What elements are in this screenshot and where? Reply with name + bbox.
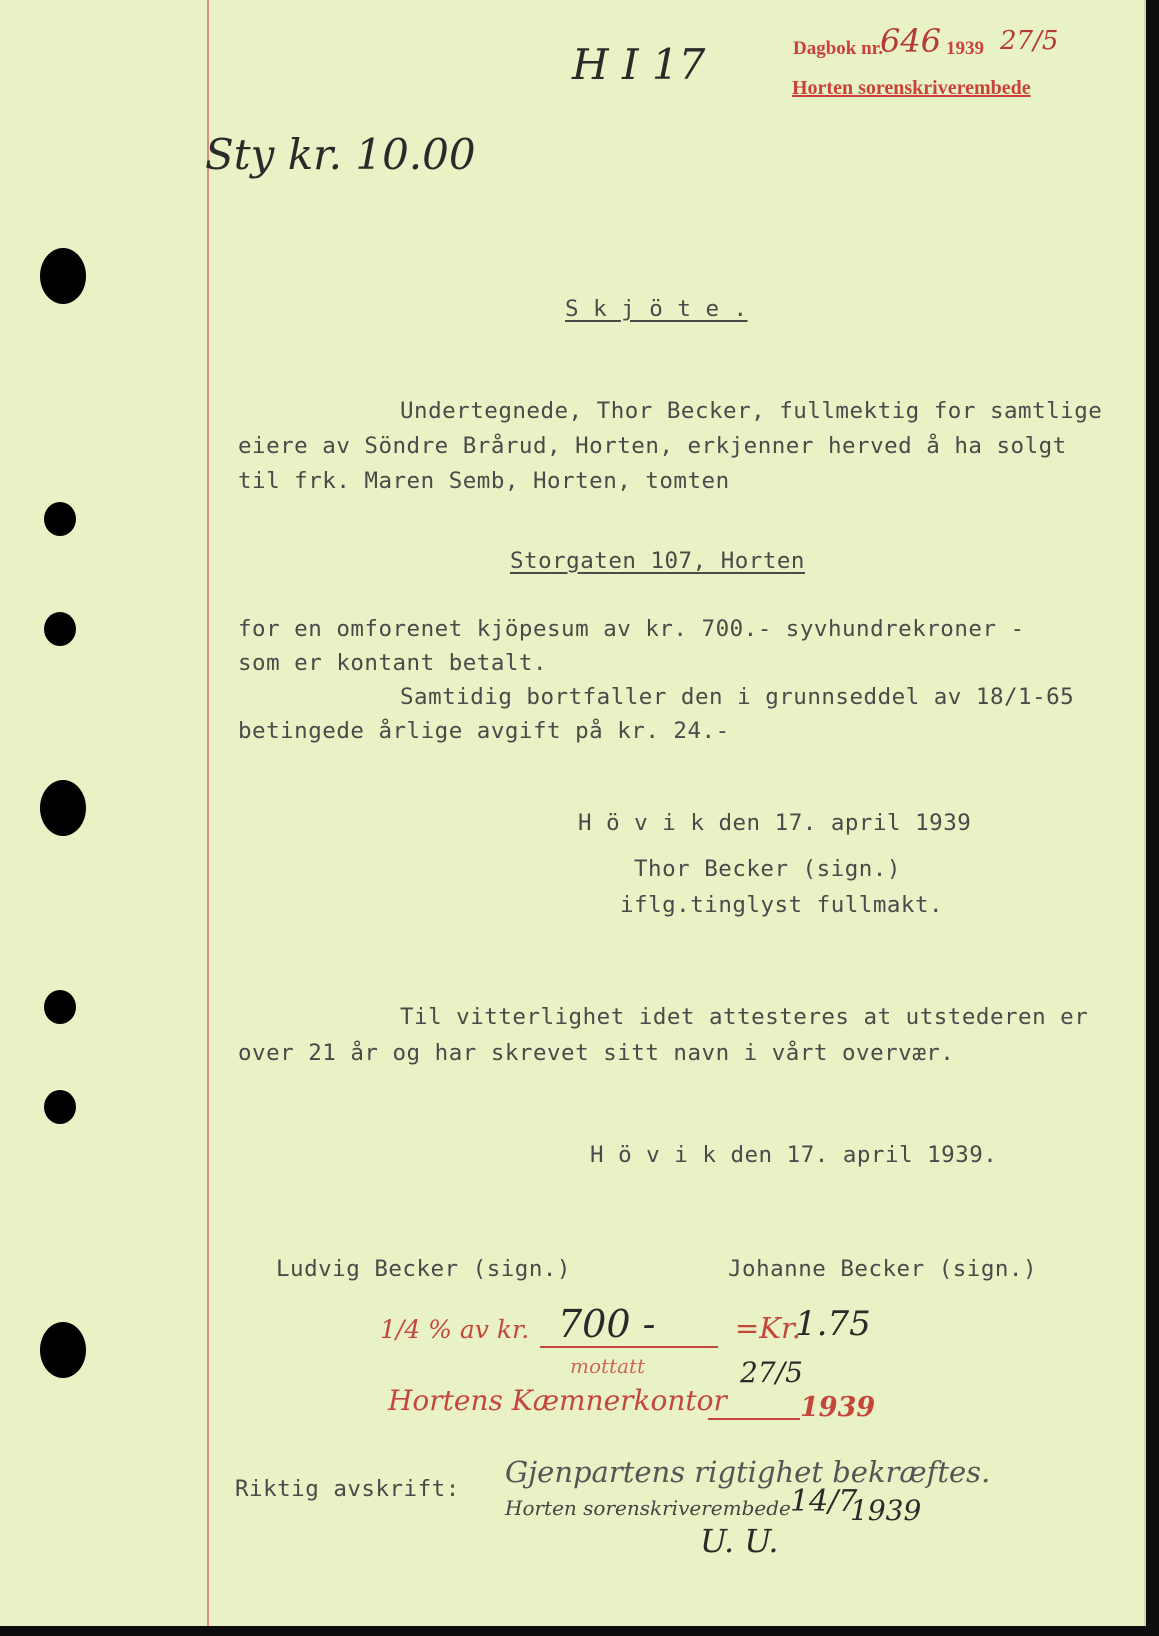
certification-office: Horten sorenskriverembede [505, 1496, 791, 1520]
fee-date: 27/5 [740, 1356, 803, 1389]
stamp-year: 1939 [946, 38, 984, 59]
body-line-1: Undertegnede, Thor Becker, fullmektig for samtlige [400, 398, 1103, 424]
stamp-date: 27/5 [1000, 26, 1059, 56]
price-line-1: for en omforenet kjöpesum av kr. 700.- syvhundrekroner - [238, 616, 1025, 642]
signer-1: Thor Becker (sign.) [634, 856, 901, 882]
fee-result-label: =Kr. [735, 1311, 801, 1345]
property-address: Storgaten 107, Horten [510, 548, 805, 574]
fee-amount: 700 - [558, 1302, 656, 1346]
witness-2: Johanne Becker (sign.) [728, 1256, 1038, 1282]
fee-result-value: 1.75 [795, 1304, 871, 1344]
certification-confirm: Gjenpartens rigtighet bekræftes. [505, 1455, 991, 1489]
signer-1-note: iflg.tinglyst fullmakt. [620, 892, 944, 918]
place-date-2: H ö v i k den 17. april 1939. [590, 1142, 998, 1168]
witness-1: Ludvig Becker (sign.) [276, 1256, 571, 1282]
document-title: S k j ö t e . [565, 296, 748, 322]
witness-line-1: Til vitterlighet idet attesteres at utstederen er [400, 1004, 1089, 1030]
fee-date-line [708, 1418, 800, 1420]
binder-hole [40, 780, 86, 836]
price-line-2: som er kontant betalt. [238, 650, 548, 676]
fee-office: Hortens Kæmnerkontor [388, 1384, 727, 1417]
extra-line-2: betingede årlige avgift på kr. 24.- [238, 718, 730, 744]
fee-amount-line [540, 1346, 718, 1348]
fee-note: Sty kr. 10.00 [205, 130, 476, 179]
body-line-2: eiere av Söndre Brårud, Horten, erkjenner herved å ha solgt [238, 433, 1067, 459]
certification-date: 14/7 [790, 1484, 858, 1519]
body-line-3: til frk. Maren Semb, Horten, tomten [238, 468, 730, 494]
fee-year: 1939 [800, 1392, 876, 1423]
fee-rate-label: 1/4 % av kr. [380, 1315, 530, 1344]
stamp-dagbok-number: 646 [880, 22, 942, 60]
witness-line-2: over 21 år og har skrevet sitt navn i vårt overvær. [238, 1040, 955, 1066]
place-date-1: H ö v i k den 17. april 1939 [578, 810, 972, 836]
extra-line-1: Samtidig bortfaller den i grunnseddel av 18/1-65 [400, 684, 1075, 710]
stamp-dagbok-label: Dagbok nr. [793, 38, 884, 59]
binder-hole [44, 612, 76, 646]
fee-received: mottatt [570, 1354, 646, 1378]
binder-hole [40, 248, 86, 304]
certification-initials: U. U. [700, 1522, 779, 1560]
archive-ref: H I 17 [572, 40, 706, 89]
binder-hole [44, 990, 76, 1024]
binder-hole [44, 502, 76, 536]
binder-hole [40, 1322, 86, 1378]
margin-line [207, 0, 209, 1626]
binder-hole [44, 1090, 76, 1124]
certification-label: Riktig avskrift: [235, 1476, 460, 1502]
stamp-office: Horten sorenskriverembede [792, 77, 1031, 99]
certification-year: 1939 [850, 1494, 922, 1527]
